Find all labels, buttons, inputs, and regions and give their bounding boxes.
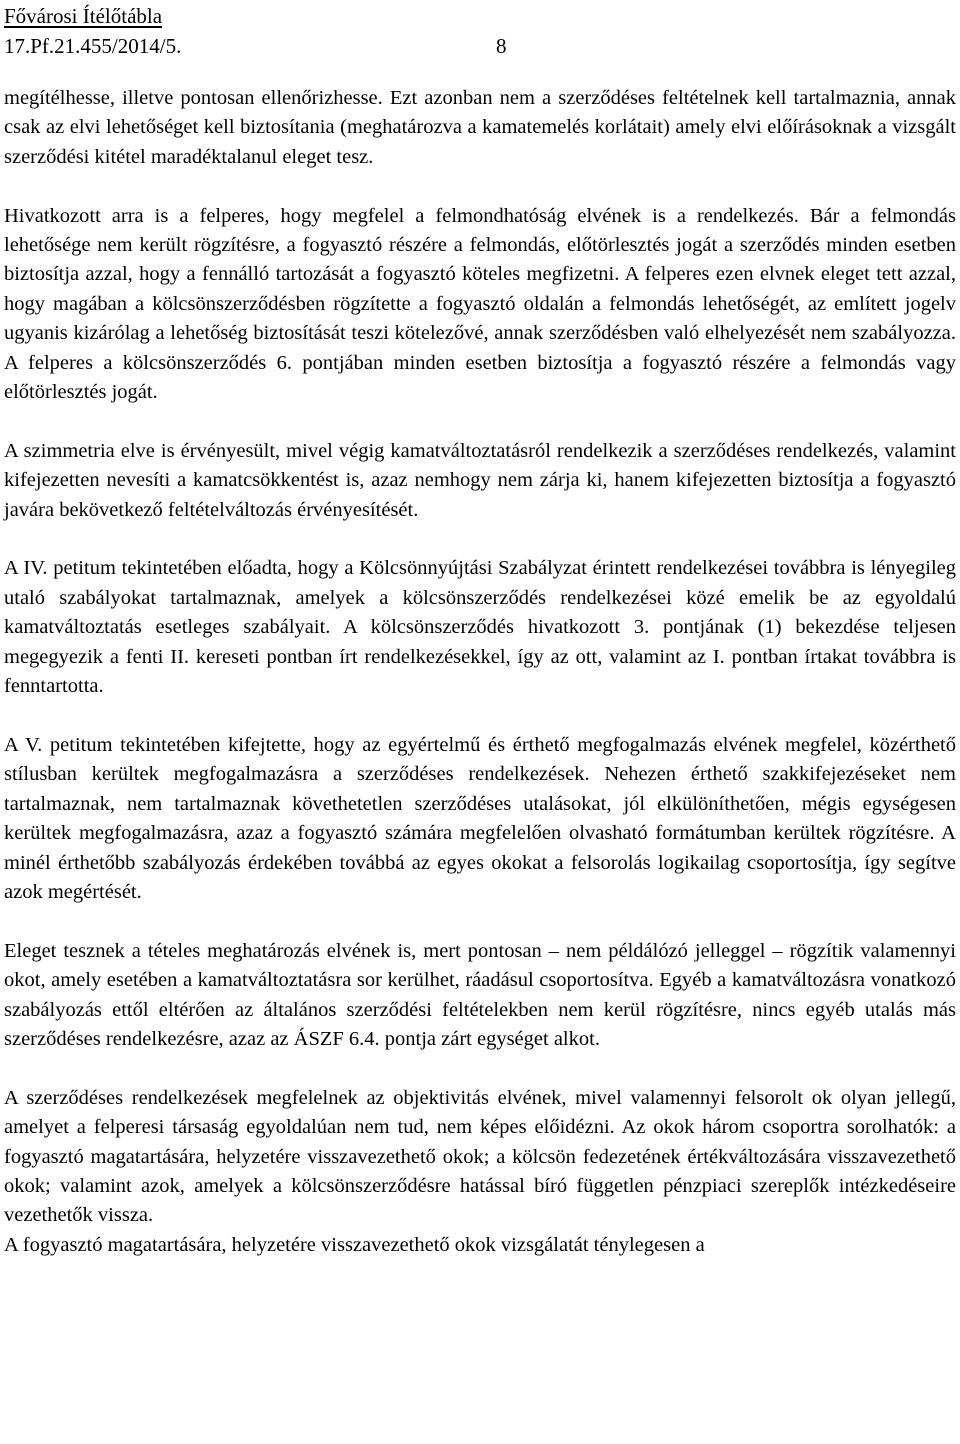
paragraph: A szimmetria elve is érvényesült, mivel végig kamatváltoztatásról rendelkezik a szerződéses rendelkezés, valamint kifejezetten nevesíti a kamatcsökkentést is, azaz nemhogy nem zárja ki, hanem kifejezetten biztosítja a fogyasztó javára bekövetkező feltételváltozás érvényesítését. <box>4 439 956 521</box>
case-number: 17.Pf.21.455/2014/5. <box>4 34 182 58</box>
paragraph: A szerződéses rendelkezések megfelelnek az objektivitás elvének, mivel valamennyi felsorolt ok olyan jellegű, amelyet a felperesi társaság egyoldalúan nem tud, nem képes előidézni. Az okok három csoportra sorolhatók: a fogyasztó magatartására, helyzetére visszavezethető okok; a kölcsön fedezetének értékváltozására visszavezethető okok; valamint azok, amelyek a kölcsönszerződésre hatással bíró független pénzpiaci szereplők intézkedéseire vezethetők vissza. <box>4 1086 956 1227</box>
document-body <box>4 84 956 1260</box>
paragraph: A V. petitum tekintetében kifejtette, hogy az egyértelmű és érthető megfogalmazás elvének megfelel, közérthető stílusban kerültek megfogalmazásra a szerződéses rendelkezések. Nehezen érthető szakkifejezéseket nem tartalmaznak, nem tartalmaznak követhetetlen szerződéses utalásokat, jól elkülöníthetően, mégis egységesen kerültek megfogalmazásra, azaz a fogyasztó számára megfelelően olvasható formátumban kerültek rögzítésre. A minél érthetőbb szabályozás érdekében továbbá az egyes okokat a felsorolás logikailag csoportosítja, így segítve azok megértését. <box>4 733 956 903</box>
paragraph: A fogyasztó magatartására, helyzetére visszavezethető okok vizsgálatát ténylegesen a <box>4 1233 705 1256</box>
paragraph: A IV. petitum tekintetében előadta, hogy a Kölcsönnyújtási Szabályzat érintett rendelkezései továbbra is lényegileg utaló szabályokat tartalmaznak, amelyek a kölcsönszerződés rendelkezései közé emelik be az egyoldalú kamatváltoztatás esetleges szabályait. A kölcsönszerződés hivatkozott 3. pontjának (1) bekezdése teljesen megegyezik a fenti II. kereseti pontban írt rendelkezésekkel, így az ott, valamint az I. pontban írtakat továbbra is fenntartotta. <box>4 557 956 698</box>
paragraph: megítélhesse, illetve pontosan ellenőrizhesse. Ezt azonban nem a szerződéses feltételnek kell tartalmaznia, annak csak az elvi lehetőséget kell biztosítania (meghatározva a kamatemelés korlátait) amely elvi előírásoknak a vizsgált szerződési kitétel maradéktalanul eleget tesz. <box>4 87 956 168</box>
page-number: 8 <box>496 34 507 58</box>
paragraph: Eleget tesznek a tételes meghatározás elvének is, mert pontosan – nem példálózó jelleggel – rögzítik valamennyi okot, amely esetében a kamatváltoztatásra sor kerülhet, ráadásul csoportosítva. Egyéb a kamatváltozásra vonatkozó szabályozás ettől eltérően az általános szerződési feltételekben nem kerül rögzítésre, nincs egyéb utalás más szerződéses rendelkezésre, azaz az ÁSZF 6.4. pontja zárt egységet alkot. <box>4 939 956 1050</box>
paragraph: Hivatkozott arra is a felperes, hogy megfelel a felmondhatóság elvének is a rendelkezés. Bár a felmondás lehetősége nem került rögzítésre, a fogyasztó részére a felmondás, előtörlesztés jogát a szerződés minden esetben biztosítja azzal, hogy a fennálló tartozását a fogyasztó köteles megfizetni. A felperes ezen elvnek eleget tett azzal, hogy magában a kölcsönszerződésben rögzítette a fogyasztó oldalán a felmondás lehetőségét, az említett jogelv ugyanis kizárólag a lehetőség biztosítását teszi kötelezővé, annak szerződésben való elhelyezését nem szabályozza. A felperes a kölcsönszerződés 6. pontjában minden esetben biztosítja a fogyasztó részére a felmondás vagy előtörlesztés jogát. <box>4 204 956 404</box>
court-name: Fővárosi Ítélőtábla <box>4 4 163 28</box>
